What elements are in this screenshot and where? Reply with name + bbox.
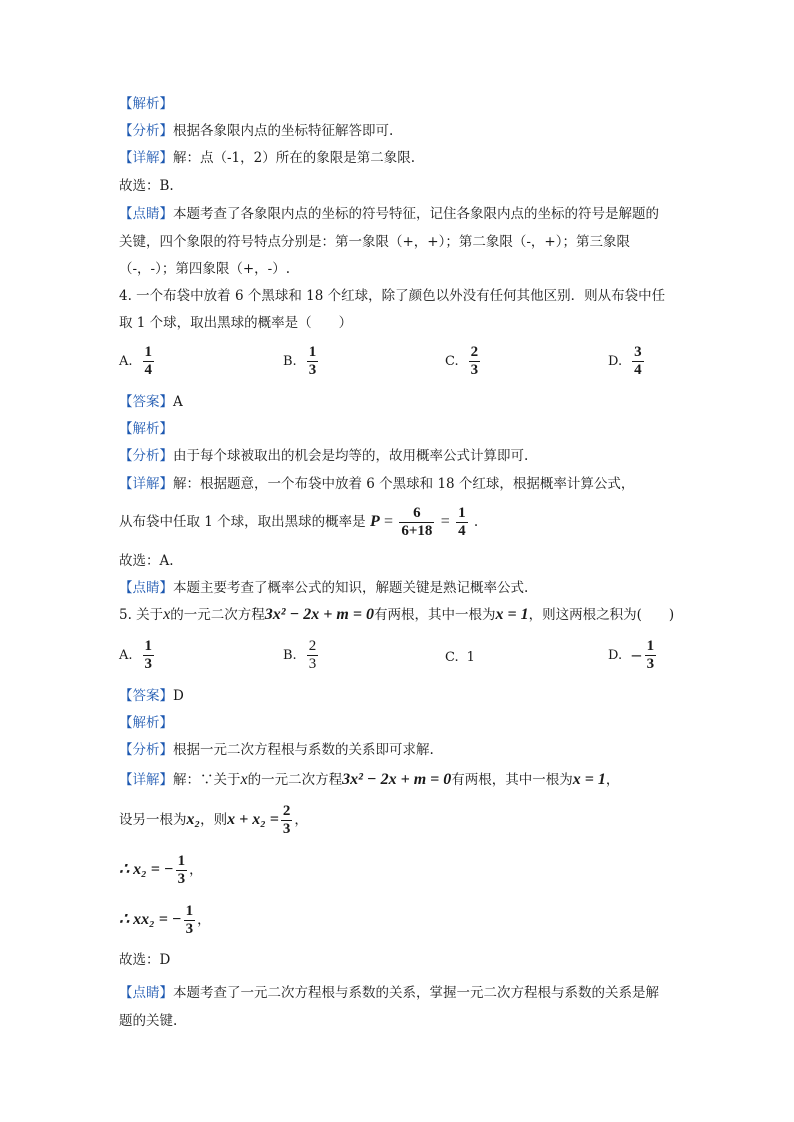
q5-step3: ∴ xx₂ = − $\frac{1}{3}$ ， (119, 903, 211, 937)
q5-dianjing-line2: 题的关键. (119, 1013, 178, 1029)
q5-dianjing-line1: 【点睛】本题考查了一元二次方程根与系数的关系，掌握一元二次方程根与系数的关系是解 (119, 985, 659, 1001)
fraction: $\frac{1}{3}$ (185, 903, 194, 937)
fraction: $\frac{2}{3}$ (470, 344, 479, 378)
q4-option-b: B. $\frac{1}{3}$ (283, 344, 317, 378)
q4-dianjing: 【点睛】本题主要考查了概率公式的知识，解题关键是熟记概率公式. (119, 580, 529, 596)
fraction: $\frac{6}{6+18}$ (401, 505, 433, 539)
q4-calculation: 从布袋中任取 1 个球，取出黑球的概率是 P = $\frac{6}{6+18}$ = $\frac{1}{4}$ . (119, 505, 479, 539)
q5-option-b: B. $\frac{2}{3}$ (283, 638, 317, 672)
fraction: $\frac{2}{3}$ (282, 803, 291, 837)
q4-xiangjie: 【详解】解：根据题意，一个布袋中放着 6 个黑球和 18 个红球，根据概率计算公式， (119, 476, 635, 492)
q4-stem-line1: 4. 一个布袋中放着 6 个黑球和 18 个红球，除了颜色以外没有任何其他区别．则从布袋中任 (119, 288, 666, 304)
q5-xiangjie: 【详解】解：∵关于x的一元二次方程3x² − 2x + m = 0有两根，其中一根为x = 1， (119, 771, 620, 788)
q3-xiangjie-text: 解：点（-1，2）所在的象限是第二象限. (173, 150, 416, 166)
q4-option-d: D. $\frac{3}{4}$ (608, 344, 642, 378)
q3-jiexi-heading (119, 94, 173, 114)
q5-step1: 设另一根为x₂，则x + x₂ = $\frac{2}{3}$ ， (119, 803, 308, 837)
q5-step2: ∴ x₂ = − $\frac{1}{3}$ ， (119, 853, 203, 887)
fraction: $\frac{1}{3}$ (308, 344, 317, 378)
dianjing-tag: 【点睛】 (119, 206, 173, 222)
q5-option-c: C. 1 (445, 650, 475, 665)
fraction: $\frac{1}{3}$ (144, 638, 153, 672)
q5-option-a: A. $\frac{1}{3}$ (119, 638, 153, 672)
q5-stem: 5. 关于x的一元二次方程3x² − 2x + m = 0有两根，其中一根为x = 1，则这两根之积为( ) (119, 606, 675, 623)
fraction: $\frac{1}{3}$ (177, 853, 186, 887)
q4-stem-line2: 取 1 个球，取出黑球的概率是（ ） (119, 315, 353, 331)
q4-option-c: C. $\frac{2}{3}$ (445, 344, 479, 378)
q4-jiexi-heading: 【解析】 (119, 421, 173, 437)
fraction: $\frac{3}{4}$ (634, 344, 642, 378)
q3-fenxi (119, 121, 393, 141)
q4-answer-value: A (173, 394, 183, 410)
q3-dianjing-line2: 关键，四个象限的符号特点分别是：第一象限（+，+）；第二象限（-，+）；第三象限 (119, 234, 630, 250)
jiexi-tag: 【解析】 (119, 96, 173, 112)
q4-fenxi: 【分析】由于每个球被取出的机会是均等的，故用概率公式计算即可. (119, 448, 529, 464)
xiangjie-tag: 【详解】 (119, 150, 173, 166)
q3-guxuan: 故选：B. (119, 178, 174, 194)
fraction: $\frac{1}{4}$ (458, 505, 466, 539)
fraction: $\frac{1}{4}$ (144, 344, 153, 378)
q5-answer: 【答案】D (119, 688, 184, 704)
fenxi-tag: 【分析】 (119, 123, 173, 139)
q5-jiexi-heading: 【解析】 (119, 715, 173, 731)
fraction: $\frac{1}{3}$ (646, 638, 655, 672)
q5-guxuan: 故选：D (119, 952, 171, 968)
q4-option-a: A. $\frac{1}{4}$ (119, 344, 153, 378)
q4-answer (119, 392, 183, 412)
q3-dianjing-line3: （-，-）；第四象限（+，-）. (119, 261, 291, 277)
q3-xiangjie (119, 148, 415, 168)
q4-guxuan: 故选：A. (119, 553, 174, 569)
fraction: $\frac{2}{3}$ (308, 638, 317, 672)
q3-dianjing-line1: 【点睛】本题考查了各象限内点的坐标的符号特征，记住各象限内点的坐标的符号是解题的 (119, 206, 659, 222)
q5-option-d: D. − $\frac{1}{3}$ (608, 638, 655, 672)
daan-tag: 【答案】 (119, 394, 173, 410)
q5-fenxi: 【分析】根据一元二次方程根与系数的关系即可求解. (119, 742, 434, 758)
q3-fenxi-text: 根据各象限内点的坐标特征解答即可. (173, 123, 394, 139)
